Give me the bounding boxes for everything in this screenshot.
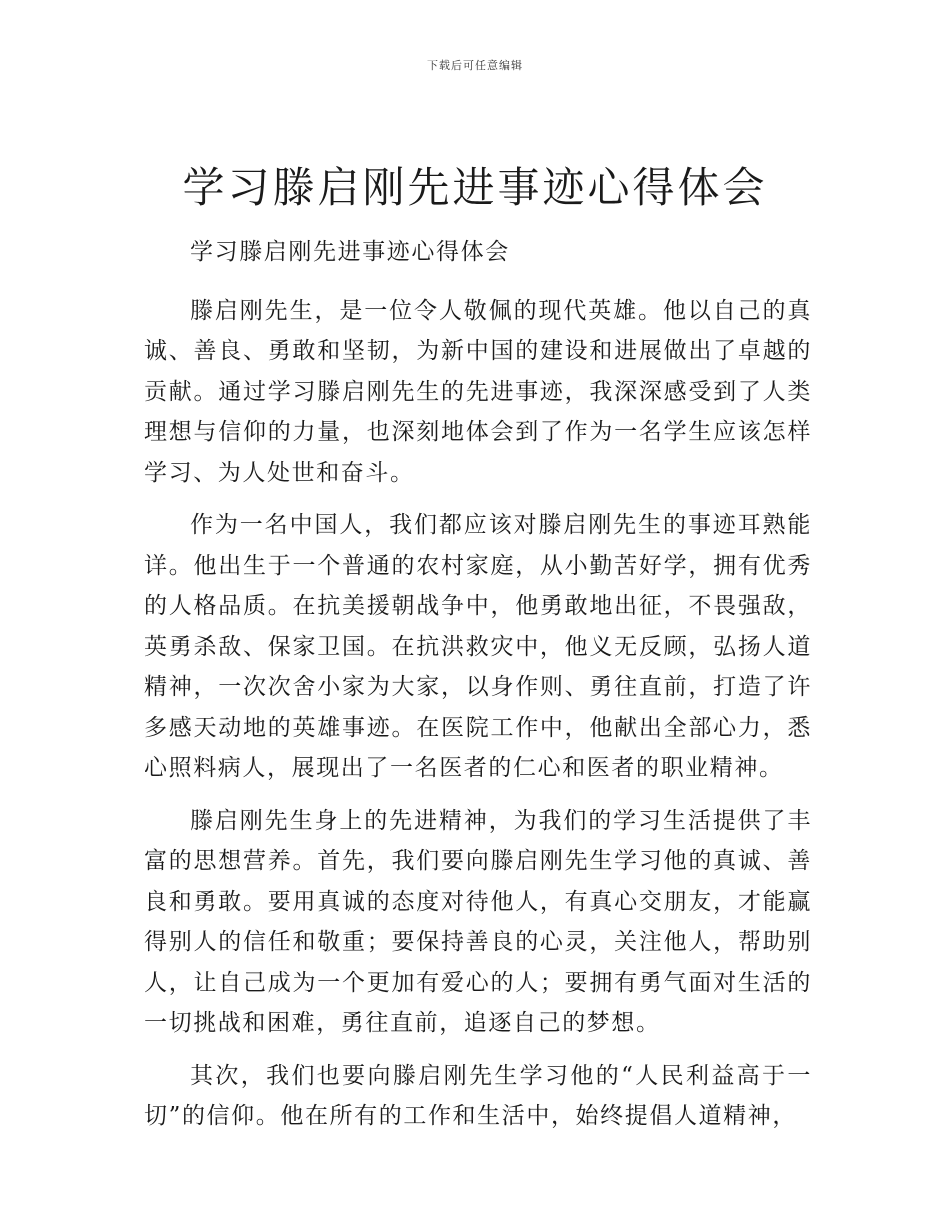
document-subtitle: 学习滕启刚先进事迹心得体会	[190, 239, 510, 265]
paragraph-3: 滕启刚先生身上的先进精神，为我们的学习生活提供了丰富的思想营养。首先，我们要向滕启刚先生学习他的真诚、善良和勇敢。要用真诚的态度对待他人，有真心交朋友，才能赢得别人的信任和敬重；要保持善良的心灵，关注他人，帮助别人，让自己成为一个更加有爱心的人；要拥有勇气面对生活的一切挑战和困难，勇往直前，追逐自己的梦想。	[144, 807, 812, 1036]
header-note: 下载后可任意编辑	[427, 59, 523, 72]
paragraph-2: 作为一名中国人，我们都应该对滕启刚先生的事迹耳熟能详。他出生于一个普通的农村家庭，从小勤苦好学，拥有优秀的人格品质。在抗美援朝战争中，他勇敢地出征，不畏强敌，英勇杀敌、保家卫国。在抗洪救灾中，他义无反顾，弘扬人道精神，一次次舍小家为大家，以身作则、勇往直前，打造了许多感天动地的英雄事迹。在医院工作中，他献出全部心力，悉心照料病人，展现出了一名医者的仁心和医者的职业精神。	[144, 512, 812, 781]
document-body	[144, 232, 812, 1149]
paragraph-4: 其次，我们也要向滕启刚先生学习他的“人民利益高于一切”的信仰。他在所有的工作和生活中，始终提倡人道精神，	[144, 1062, 812, 1129]
paragraph-1: 滕启刚先生，是一位令人敬佩的现代英雄。他以自己的真诚、善良、勇敢和坚韧，为新中国的建设和进展做出了卓越的贡献。通过学习滕启刚先生的先进事迹，我深深感受到了人类理想与信仰的力量，也深刻地体会到了作为一名学生应该怎样学习、为人处世和奋斗。	[144, 297, 812, 486]
document-title: 学习滕启刚先进事迹心得体会	[182, 163, 768, 212]
